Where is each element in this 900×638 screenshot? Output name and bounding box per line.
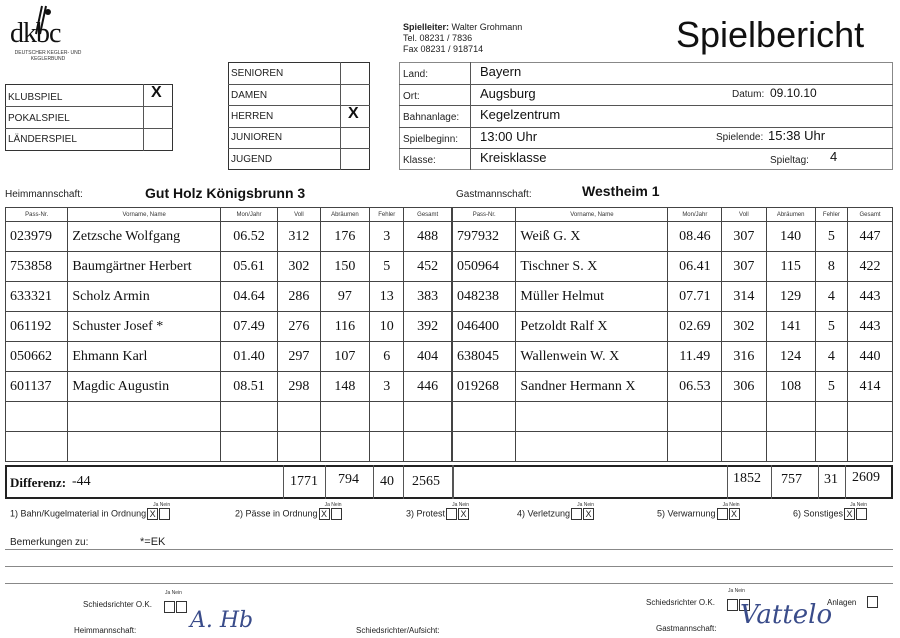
- column-header: Pass-Nr.: [6, 208, 68, 222]
- table-cell: 797932: [453, 222, 516, 252]
- check-label: 2) Pässe in Ordnung: [235, 508, 318, 519]
- ja-nein-header: Ja Nein: [722, 502, 740, 508]
- home-team-name: Gut Holz Königsbrunn 3: [145, 185, 306, 201]
- table-cell: 108: [766, 372, 815, 402]
- table-cell: 307: [722, 222, 766, 252]
- table-cell: 4: [815, 342, 847, 372]
- table-cell: 115: [766, 252, 815, 282]
- table-cell: 633321: [6, 282, 68, 312]
- guest-team-name: Westheim 1: [582, 183, 660, 199]
- table-cell: 316: [722, 342, 766, 372]
- check-label: 1) Bahn/Kugelmaterial in Ordnung: [10, 508, 147, 519]
- table-row: [453, 372, 893, 402]
- table-cell: 06.41: [668, 252, 722, 282]
- ort-value: Augsburg: [480, 86, 536, 101]
- table-cell: 601137: [6, 372, 68, 402]
- guest-score-table: [452, 207, 893, 462]
- game-type-klubspiel-mark: X: [151, 84, 162, 101]
- logo-letters: dkbc: [10, 18, 61, 49]
- table-row: [453, 402, 893, 432]
- table-cell: [815, 402, 847, 432]
- column-header: Gesamt: [848, 208, 893, 222]
- sr-ok-right-ja-checkbox[interactable]: [727, 599, 738, 611]
- column-header: Voll: [722, 208, 766, 222]
- table-cell: 107: [320, 342, 369, 372]
- table-cell: 3: [370, 372, 404, 402]
- anlagen-checkbox[interactable]: [867, 596, 878, 608]
- ja-nein-header: Ja Nein: [577, 502, 595, 508]
- table-cell: 5: [370, 252, 404, 282]
- table-row: [6, 312, 452, 342]
- table-cell: Müller Helmut: [516, 282, 668, 312]
- table-row: [453, 342, 893, 372]
- table-cell: 046400: [453, 312, 516, 342]
- home-score-table: [5, 207, 452, 462]
- home-total-abraeumen: 794: [338, 472, 359, 487]
- table-cell: [404, 402, 452, 432]
- table-cell: [278, 402, 321, 432]
- diff-value: -44: [72, 474, 91, 489]
- table-cell: 297: [278, 342, 321, 372]
- table-cell: 5: [815, 372, 847, 402]
- sr-ok-left-ja-checkbox[interactable]: [164, 601, 175, 613]
- remarks-label: Bemerkungen zu:: [10, 537, 89, 548]
- table-cell: 404: [404, 342, 452, 372]
- game-type-klubspiel: KLUBSPIEL: [8, 92, 63, 103]
- table-cell: [6, 402, 68, 432]
- table-cell: Sandner Hermann X: [516, 372, 668, 402]
- table-cell: Magdic Augustin: [68, 372, 221, 402]
- sr-ok-left-nein-checkbox[interactable]: [176, 601, 187, 613]
- bahn-value: Kegelzentrum: [480, 107, 561, 122]
- table-row: [453, 222, 893, 252]
- table-cell: 5: [815, 312, 847, 342]
- spieltag-value: 4: [830, 149, 838, 164]
- table-cell: 148: [320, 372, 369, 402]
- table-cell: 01.40: [220, 342, 277, 372]
- table-cell: 8: [815, 252, 847, 282]
- table-row: [6, 282, 452, 312]
- table-cell: 638045: [453, 342, 516, 372]
- land-label: Land:: [403, 69, 429, 80]
- table-header-row: [6, 208, 452, 222]
- table-cell: 447: [848, 222, 893, 252]
- table-cell: 048238: [453, 282, 516, 312]
- table-cell: 392: [404, 312, 452, 342]
- ort-label: Ort:: [403, 91, 420, 102]
- check-nein-checkbox[interactable]: X: [729, 508, 740, 520]
- table-cell: Scholz Armin: [68, 282, 221, 312]
- category-senioren: SENIOREN: [231, 68, 284, 79]
- table-cell: Tischner S. X: [516, 252, 668, 282]
- table-cell: [722, 432, 766, 462]
- table-row: [6, 372, 452, 402]
- table-row: [6, 252, 452, 282]
- table-cell: Schuster Josef *: [68, 312, 221, 342]
- check-label: 3) Protest: [406, 508, 446, 519]
- diff-label: Differenz:: [10, 475, 67, 490]
- sr-ok-left-label: Schiedsrichter O.K.: [83, 600, 152, 609]
- table-cell: 176: [320, 222, 369, 252]
- column-header: Abräumen: [766, 208, 815, 222]
- table-cell: [766, 402, 815, 432]
- table-row: [453, 252, 893, 282]
- table-row: [6, 342, 452, 372]
- home-signature-label: Heimmannschaft:: [74, 626, 137, 635]
- table-cell: 276: [278, 312, 321, 342]
- category-herren-mark: X: [348, 105, 359, 122]
- category-herren: HERREN: [231, 111, 274, 122]
- column-header: Abräumen: [320, 208, 369, 222]
- table-cell: 06.53: [668, 372, 722, 402]
- column-header: Fehler: [815, 208, 847, 222]
- check-item: [10, 502, 170, 520]
- table-cell: 302: [722, 312, 766, 342]
- sr-signature-label: Schiedsrichter/Aufsicht:: [356, 626, 440, 635]
- table-cell: [320, 402, 369, 432]
- table-cell: 13: [370, 282, 404, 312]
- leader-block: [403, 22, 522, 55]
- klasse-value: Kreisklasse: [480, 150, 547, 165]
- table-cell: 061192: [6, 312, 68, 342]
- check-item: [517, 502, 594, 520]
- table-cell: 4: [815, 282, 847, 312]
- check-ja-checkbox[interactable]: X: [319, 508, 330, 520]
- check-nein-checkbox[interactable]: [856, 508, 867, 520]
- home-team-label: Heimmannschaft:: [5, 189, 83, 200]
- home-signature: A. Hb: [190, 608, 254, 633]
- table-cell: Ehmann Karl: [68, 342, 221, 372]
- table-cell: 04.64: [220, 282, 277, 312]
- check-label: 5) Verwarnung: [657, 508, 716, 519]
- tel-value: 08231 / 7836: [419, 33, 473, 43]
- table-cell: 6: [370, 342, 404, 372]
- table-cell: Wallenwein W. X: [516, 342, 668, 372]
- table-cell: 286: [278, 282, 321, 312]
- table-row: [6, 222, 452, 252]
- table-cell: 3: [370, 222, 404, 252]
- table-row: [453, 432, 893, 462]
- leader-label: Spielleiter:: [403, 22, 450, 32]
- logo-org-line1: DEUTSCHER KEGLER- UND: [14, 50, 82, 56]
- category-damen: DAMEN: [231, 90, 268, 101]
- table-cell: 150: [320, 252, 369, 282]
- table-cell: [68, 432, 221, 462]
- table-row: [6, 432, 452, 462]
- table-row: [453, 312, 893, 342]
- table-cell: 06.52: [220, 222, 277, 252]
- guest-total-voll: 1852: [733, 471, 761, 486]
- table-cell: [848, 432, 893, 462]
- table-cell: Zetzsche Wolfgang: [68, 222, 221, 252]
- game-type-pokalspiel: POKALSPIEL: [8, 113, 70, 124]
- table-cell: 129: [766, 282, 815, 312]
- home-total-gesamt: 2565: [412, 474, 440, 489]
- column-header: Vorname, Name: [68, 208, 221, 222]
- table-cell: [220, 402, 277, 432]
- beginn-value: 13:00 Uhr: [480, 129, 538, 144]
- home-total-fehler: 40: [380, 474, 394, 489]
- check-nein-checkbox[interactable]: X: [583, 508, 594, 520]
- logo: [8, 4, 88, 64]
- datum-label: Datum:: [732, 89, 765, 100]
- table-cell: 312: [278, 222, 321, 252]
- check-ja-checkbox[interactable]: X: [844, 508, 855, 520]
- table-cell: 140: [766, 222, 815, 252]
- table-cell: 07.49: [220, 312, 277, 342]
- check-nein-checkbox[interactable]: [331, 508, 342, 520]
- table-cell: [320, 432, 369, 462]
- table-cell: Weiß G. X: [516, 222, 668, 252]
- ja-nein-header: Ja Nein: [850, 502, 868, 508]
- check-ja-checkbox[interactable]: [717, 508, 728, 520]
- table-header-row: [453, 208, 893, 222]
- table-cell: 414: [848, 372, 893, 402]
- table-cell: [668, 402, 722, 432]
- table-cell: [370, 432, 404, 462]
- column-header: Gesamt: [404, 208, 452, 222]
- sr-ok-right-label: Schiedsrichter O.K.: [646, 598, 715, 607]
- check-ja-checkbox[interactable]: [571, 508, 582, 520]
- sr-ok-left-checks: [163, 598, 187, 616]
- check-ja-checkbox[interactable]: X: [147, 508, 158, 520]
- bahn-label: Bahnanlage:: [403, 112, 460, 123]
- leader-name: Walter Grohmann: [451, 22, 523, 32]
- ende-label: Spielende:: [716, 132, 764, 143]
- table-cell: 306: [722, 372, 766, 402]
- table-cell: 07.71: [668, 282, 722, 312]
- table-cell: [220, 432, 277, 462]
- table-cell: 314: [722, 282, 766, 312]
- fax-label: Fax: [403, 44, 419, 54]
- table-cell: Petzoldt Ralf X: [516, 312, 668, 342]
- table-cell: [278, 432, 321, 462]
- table-cell: [766, 432, 815, 462]
- table-cell: [848, 402, 893, 432]
- datum-value: 09.10.10: [770, 86, 817, 100]
- table-cell: 019268: [453, 372, 516, 402]
- table-cell: [516, 432, 668, 462]
- table-cell: 08.51: [220, 372, 277, 402]
- table-cell: 050662: [6, 342, 68, 372]
- page-title: Spielbericht: [676, 14, 865, 55]
- table-cell: 443: [848, 312, 893, 342]
- column-header: Pass-Nr.: [453, 208, 516, 222]
- janein-sr-left: Ja Nein: [165, 590, 182, 596]
- table-cell: 124: [766, 342, 815, 372]
- klasse-label: Klasse:: [403, 155, 436, 166]
- table-row: [6, 402, 452, 432]
- remarks-text: *=EK: [140, 536, 166, 548]
- table-cell: 443: [848, 282, 893, 312]
- table-cell: 02.69: [668, 312, 722, 342]
- table-cell: [453, 402, 516, 432]
- check-label: 4) Verletzung: [517, 508, 571, 519]
- guest-total-abraeumen: 757: [781, 472, 802, 487]
- table-cell: [668, 432, 722, 462]
- table-cell: 383: [404, 282, 452, 312]
- table-cell: [68, 402, 221, 432]
- guest-signature-label: Gastmannschaft:: [656, 624, 717, 633]
- guest-team-label: Gastmannschaft:: [456, 189, 532, 200]
- column-header: Mon/Jahr: [220, 208, 277, 222]
- check-nein-checkbox[interactable]: [159, 508, 170, 520]
- table-cell: 116: [320, 312, 369, 342]
- table-cell: 050964: [453, 252, 516, 282]
- table-cell: 753858: [6, 252, 68, 282]
- spieltag-label: Spieltag:: [770, 155, 809, 166]
- guest-total-fehler: 31: [824, 472, 838, 487]
- table-cell: [516, 402, 668, 432]
- table-cell: 141: [766, 312, 815, 342]
- ja-nein-header: Ja Nein: [153, 502, 171, 508]
- table-cell: 488: [404, 222, 452, 252]
- guest-signature: Vattelo: [740, 600, 833, 630]
- table-cell: [722, 402, 766, 432]
- table-cell: 307: [722, 252, 766, 282]
- table-cell: 298: [278, 372, 321, 402]
- table-cell: 440: [848, 342, 893, 372]
- category-junioren: JUNIOREN: [231, 132, 283, 143]
- table-cell: 97: [320, 282, 369, 312]
- table-cell: [815, 432, 847, 462]
- table-cell: 422: [848, 252, 893, 282]
- table-row: [453, 282, 893, 312]
- game-type-laenderspiel: LÄNDERSPIEL: [8, 134, 77, 145]
- column-header: Mon/Jahr: [668, 208, 722, 222]
- column-header: Vorname, Name: [516, 208, 668, 222]
- guest-total-gesamt: 2609: [852, 470, 880, 485]
- land-value: Bayern: [480, 64, 522, 79]
- anlagen-label: Anlagen: [827, 598, 857, 607]
- table-cell: 10: [370, 312, 404, 342]
- home-total-voll: 1771: [290, 474, 318, 489]
- column-header: Voll: [278, 208, 321, 222]
- table-cell: 446: [404, 372, 452, 402]
- check-item: [657, 502, 740, 520]
- table-cell: [453, 432, 516, 462]
- fax-value: 08231 / 918714: [420, 44, 484, 54]
- check-nein-checkbox[interactable]: X: [458, 508, 469, 520]
- check-item: [235, 502, 342, 520]
- tel-label: Tel.: [403, 33, 418, 43]
- table-cell: [370, 402, 404, 432]
- ende-value: 15:38 Uhr: [768, 128, 826, 143]
- check-item: [793, 502, 867, 520]
- check-item: [406, 502, 469, 520]
- table-cell: 11.49: [668, 342, 722, 372]
- column-header: Fehler: [370, 208, 404, 222]
- table-cell: 5: [815, 222, 847, 252]
- ja-nein-header: Ja Nein: [324, 502, 342, 508]
- beginn-label: Spielbeginn:: [403, 134, 459, 145]
- check-ja-checkbox[interactable]: [446, 508, 457, 520]
- ja-nein-header: Ja Nein: [452, 502, 470, 508]
- table-cell: 05.61: [220, 252, 277, 282]
- info-box: [399, 62, 893, 170]
- category-jugend: JUGEND: [231, 154, 273, 165]
- table-cell: [6, 432, 68, 462]
- table-cell: 08.46: [668, 222, 722, 252]
- logo-org-line2: KEGLERBUND: [30, 56, 66, 62]
- janein-sr-right: Ja Nein: [728, 588, 745, 594]
- table-cell: 452: [404, 252, 452, 282]
- table-cell: 023979: [6, 222, 68, 252]
- table-cell: [404, 432, 452, 462]
- table-cell: 302: [278, 252, 321, 282]
- table-cell: Baumgärtner Herbert: [68, 252, 221, 282]
- check-label: 6) Sonstiges: [793, 508, 844, 519]
